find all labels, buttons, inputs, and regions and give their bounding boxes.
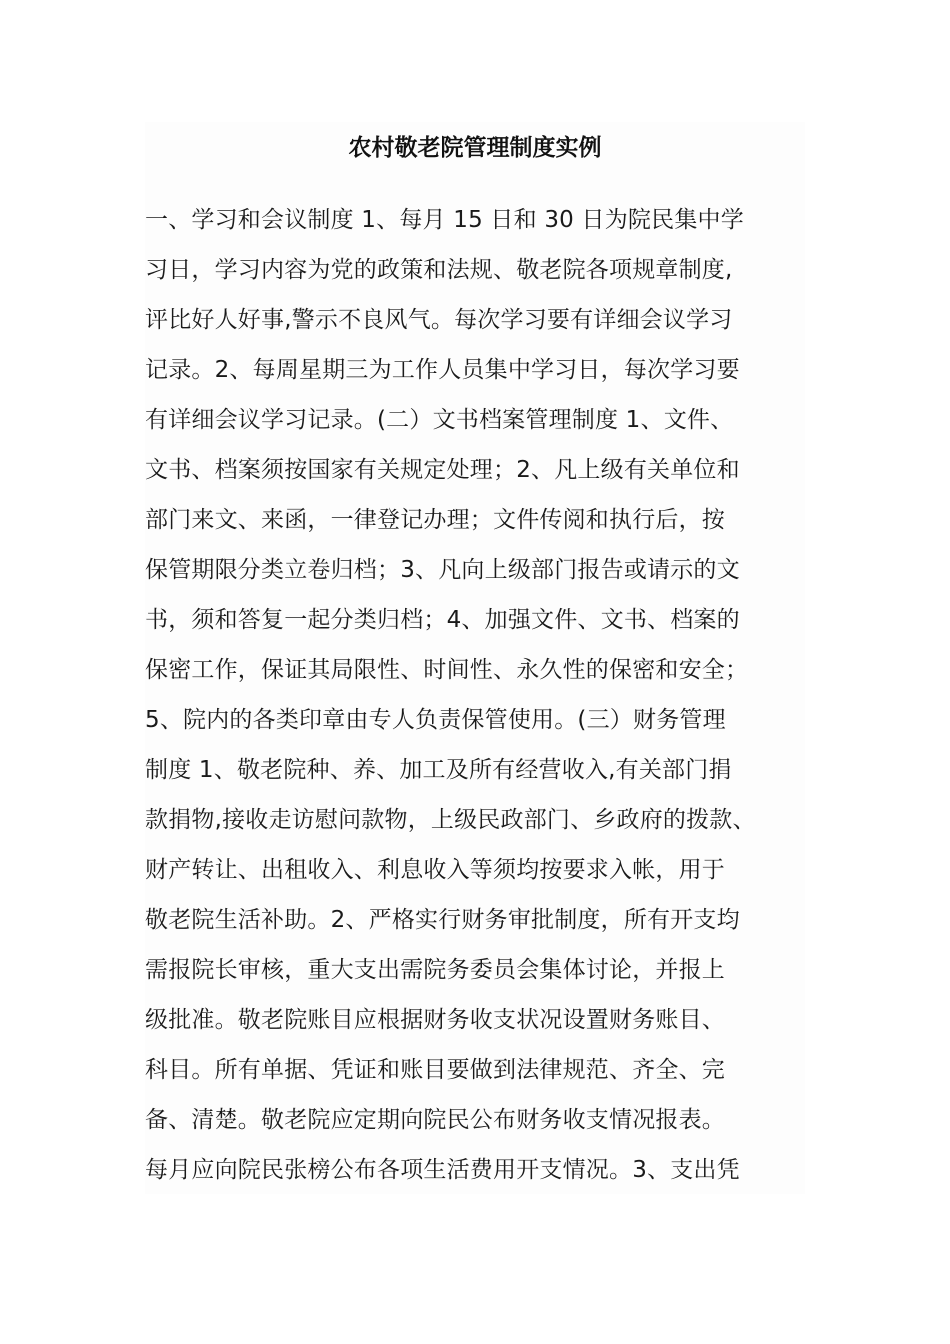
body-line: 部门来文、来函，一律登记办理；文件传阅和执行后，按 — [145, 507, 725, 533]
body-line: 一、学习和会议制度 1、每月 15 日和 30 日为院民集中学 — [145, 207, 744, 233]
body-line: 评比好人好事,警示不良风气。每次学习要有详细会议学习 — [145, 307, 733, 333]
body-line: 保密工作，保证其局限性、时间性、永久性的保密和安全； — [145, 657, 749, 683]
body-line: 习日，学习内容为党的政策和法规、敬老院各项规章制度, — [145, 257, 733, 283]
body-line: 记录。2、每周星期三为工作人员集中学习日，每次学习要 — [145, 357, 740, 383]
body-line: 款捐物,接收走访慰问款物，上级民政部门、乡政府的拨款、 — [145, 807, 756, 833]
body-line: 保管期限分类立卷归档；3、凡向上级部门报告或请示的文 — [145, 557, 740, 583]
body-line: 制度 1、敬老院种、养、加工及所有经营收入,有关部门捐 — [145, 757, 732, 783]
body-line: 级批准。敬老院账目应根据财务收支状况设置财务账目、 — [145, 1007, 725, 1033]
body-line: 文书、档案须按国家有关规定处理；2、凡上级有关单位和 — [145, 457, 740, 483]
body-line: 每月应向院民张榜公布各项生活费用开支情况。3、支出凭 — [145, 1157, 740, 1183]
body-line: 财产转让、出租收入、利息收入等须均按要求入帐，用于 — [145, 857, 725, 883]
document-body — [145, 195, 810, 1195]
body-line: 5、院内的各类印章由专人负责保管使用。(三）财务管理 — [145, 707, 726, 733]
body-line: 书，须和答复一起分类归档；4、加强文件、文书、档案的 — [145, 607, 740, 633]
body-line: 需报院长审核，重大支出需院务委员会集体讨论，并报上 — [145, 957, 725, 983]
body-line: 敬老院生活补助。2、严格实行财务审批制度，所有开支均 — [145, 907, 740, 933]
document-title: 农村敬老院管理制度实例 — [348, 134, 602, 161]
body-line: 科目。所有单据、凭证和账目要做到法律规范、齐全、完 — [145, 1057, 725, 1083]
body-line: 有详细会议学习记录。(二）文书档案管理制度 1、文件、 — [145, 407, 734, 433]
body-line: 备、清楚。敬老院应定期向院民公布财务收支情况报表。 — [145, 1107, 725, 1133]
